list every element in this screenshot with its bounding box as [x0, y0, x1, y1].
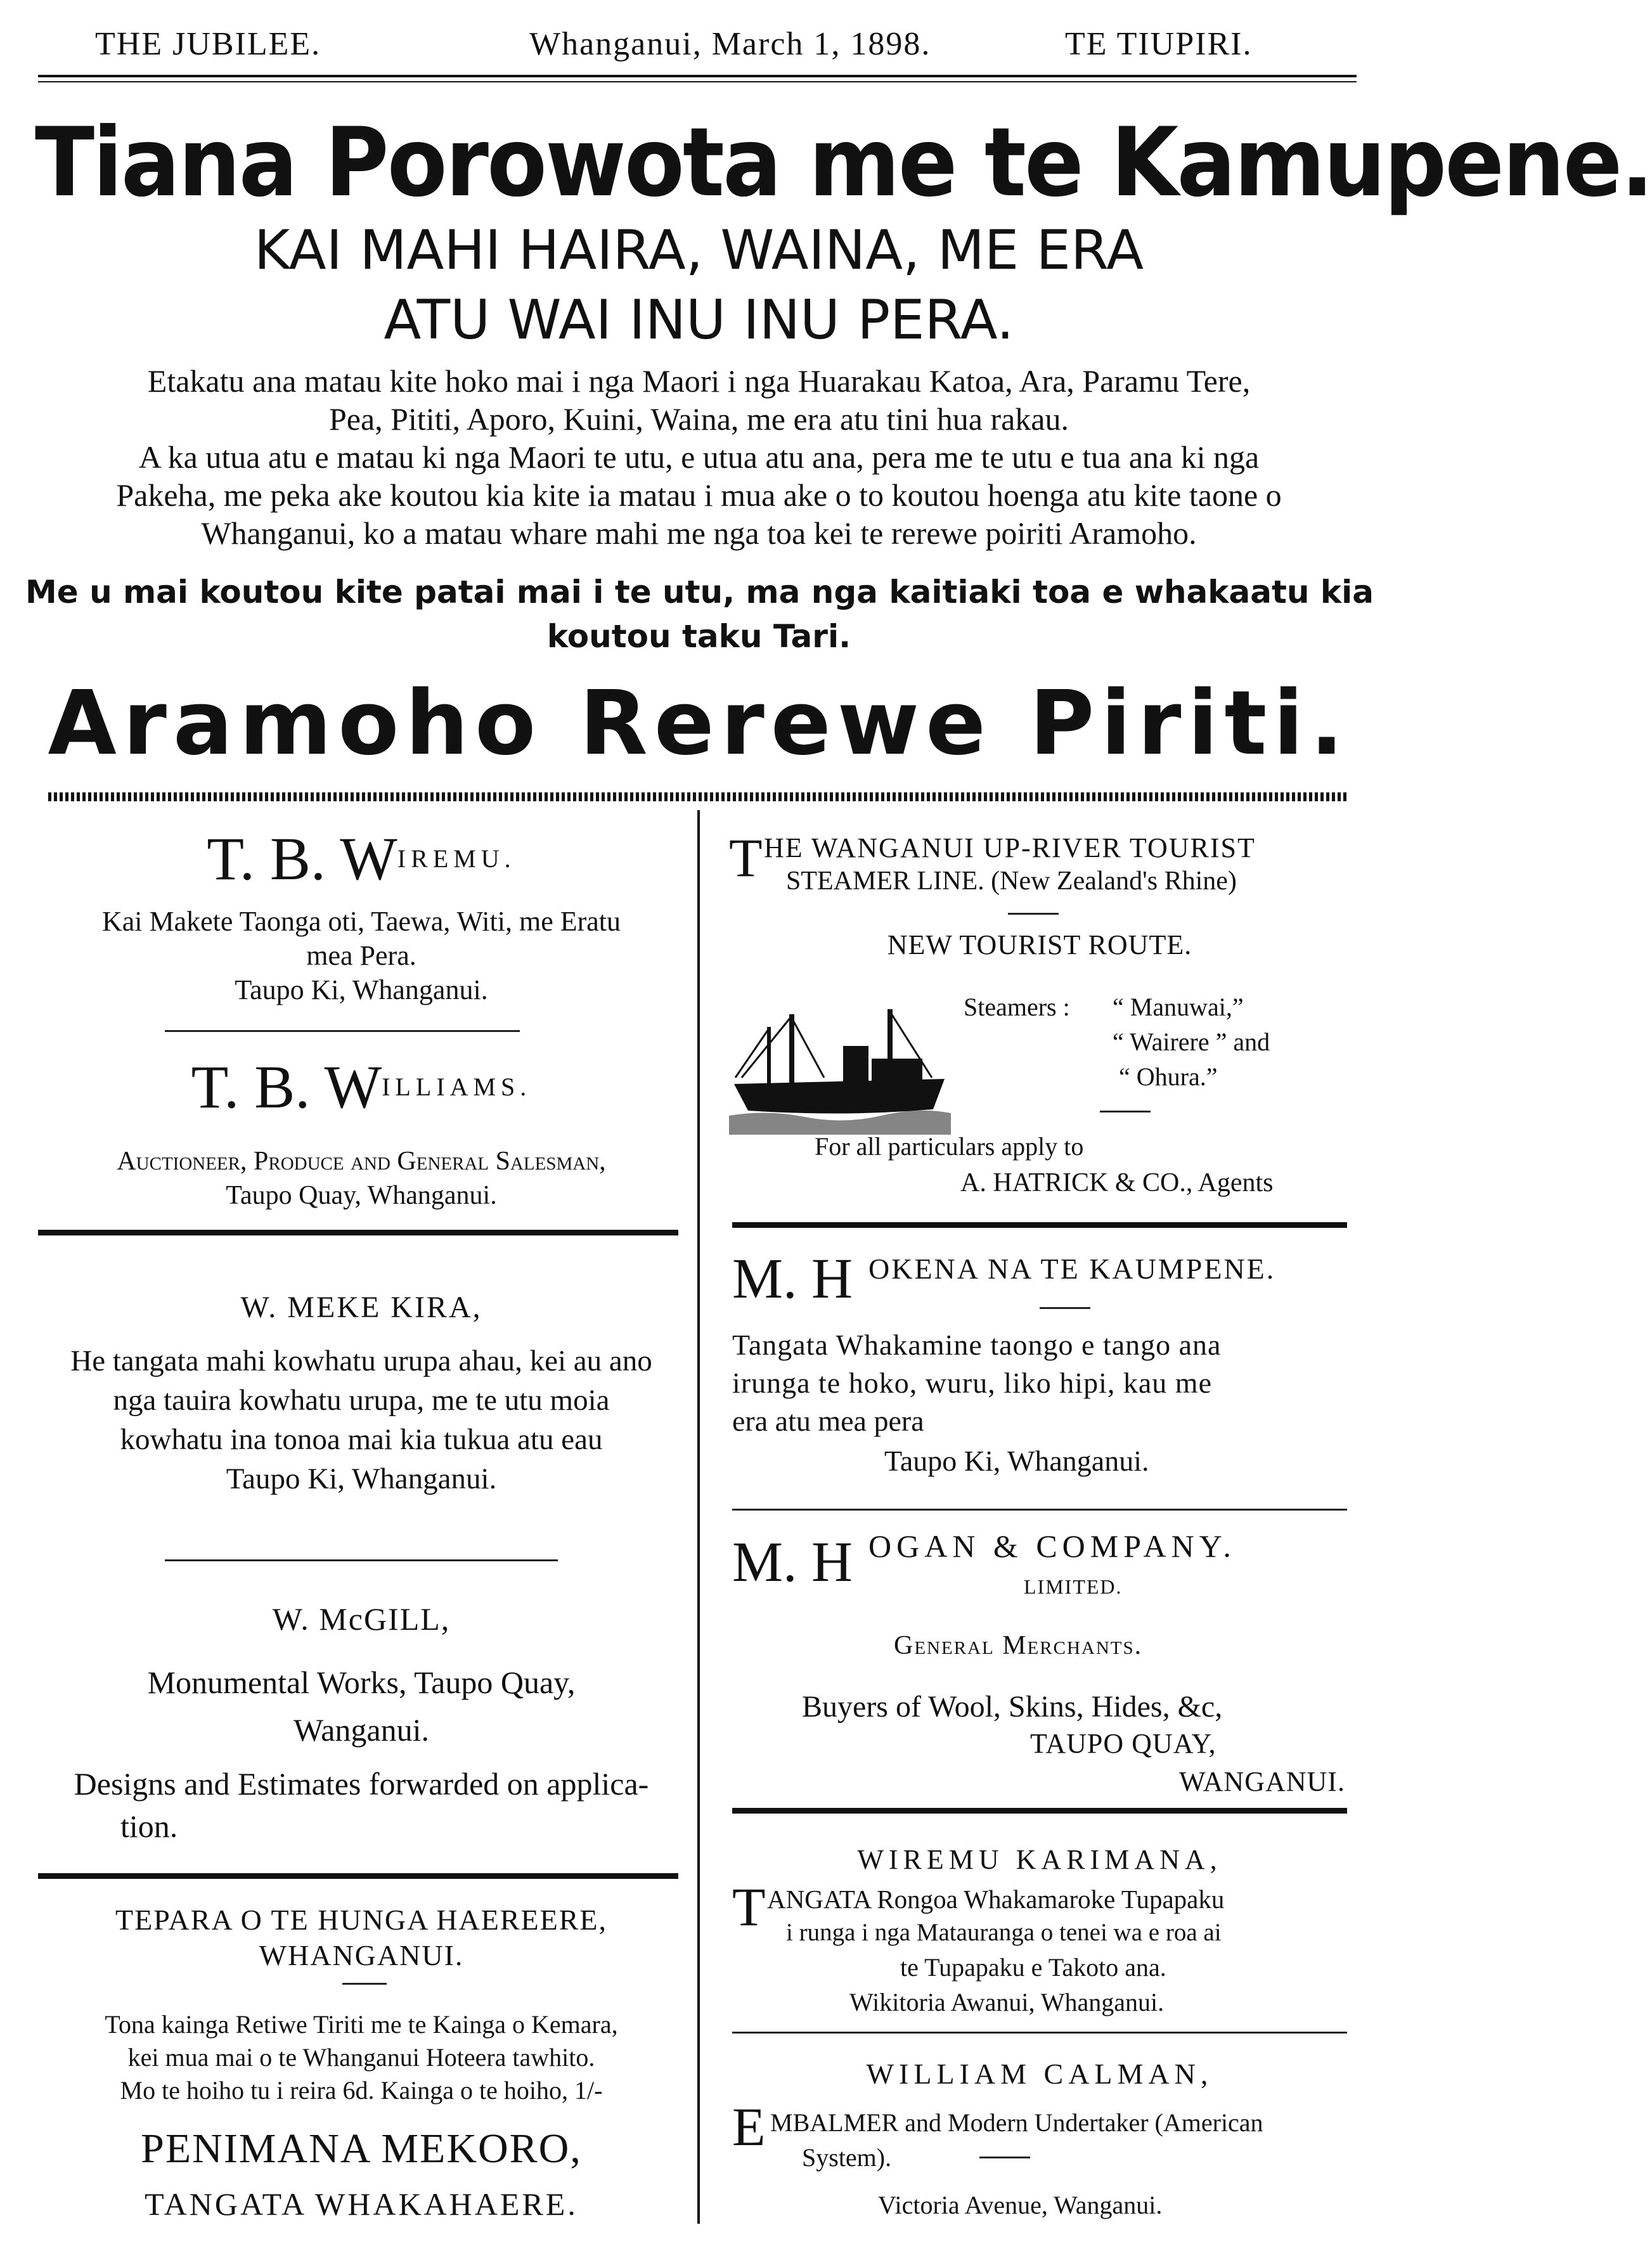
ad-hogan-limited: LIMITED.	[1024, 1575, 1123, 1598]
ad-line: Designs and Estimates forwarded on applica-	[74, 1766, 649, 1802]
ad-name: OGAN & COMPANY.	[868, 1528, 1236, 1564]
masthead-date: Whanganui, March 1, 1898.	[529, 26, 931, 62]
ad-tepara-heading: TEPARA O TE HUNGA HAEREERE,	[115, 1904, 607, 1936]
ad-separator-short	[1008, 913, 1059, 915]
ad-tepara-proprietor: PENIMANA MEKORO,	[141, 2125, 582, 2172]
masthead-rule-thin	[38, 81, 1357, 82]
ad-name: OKENA NA TE KAUMPENE.	[868, 1253, 1276, 1285]
steamer-ship-icon	[729, 1002, 951, 1135]
lead-ad-body-line: Whanganui, ko a matau whare mahi me nga toa kei te rerewe poiriti Aramoho.	[201, 515, 1197, 551]
masthead-right: TE TIUPIRI.	[1065, 26, 1253, 62]
lead-ad-bold-line: Me u mai koutou kite patai mai i te utu, ma nga kaitiaki toa e whakaatu kia	[25, 574, 1374, 610]
ad-line: Auctioneer, Produce and General Salesman,	[117, 1147, 606, 1176]
ad-steamer-name: “ Wairere ” and	[1113, 1028, 1270, 1056]
masthead-rule	[38, 75, 1357, 77]
ad-mcgill-name: W. McGILL,	[272, 1601, 451, 1637]
ad-line: Taupo Ki, Whanganui.	[226, 1462, 497, 1495]
ad-line: nga tauira kowhatu urupa, me te utu moia	[113, 1384, 610, 1417]
ad-line: kowhatu ina tonoa mai kia tukua atu eau	[120, 1423, 603, 1456]
ad-dropcap: T	[732, 1876, 766, 1937]
ad-calman-name: WILLIAM CALMAN,	[866, 2058, 1213, 2090]
ad-name: IREMU.	[397, 844, 516, 873]
ad-initials: M. H	[732, 1248, 853, 1310]
ad-separator	[732, 1509, 1347, 1511]
column-divider	[697, 810, 700, 2224]
ad-separator-heavy	[38, 1230, 678, 1235]
ad-line: kei mua mai o te Whanganui Hoteera tawhito.	[127, 2043, 595, 2072]
lead-ad-title: Tiana Porowota me te Kamupene.	[35, 108, 1652, 218]
ad-separator	[732, 2032, 1347, 2034]
ad-separator-short	[1100, 1111, 1151, 1112]
ad-line: Tangata Whakamine taongo e tango ana	[732, 1329, 1222, 1361]
ad-tepara-heading: WHANGANUI.	[259, 1939, 464, 1971]
ad-line: Wanganui.	[294, 1712, 429, 1748]
ad-tb-wiremu	[38, 824, 685, 894]
ad-line: mea Pera.	[306, 940, 416, 971]
ad-line: era atu mea pera	[732, 1405, 924, 1437]
ad-steamer-route: NEW TOURIST ROUTE.	[887, 929, 1192, 960]
lead-ad-body-line: Etakatu ana matau kite hoko mai i nga Maori i nga Huarakau Katoa, Ara, Paramu Tere,	[147, 363, 1251, 399]
ad-line: WANGANUI.	[1179, 1766, 1345, 1797]
ad-line: irunga te hoko, wuru, liko hipi, kau me	[732, 1367, 1212, 1399]
section-divider	[48, 792, 1348, 801]
ad-steamer-name: “ Ohura.”	[1119, 1062, 1218, 1091]
ad-meke-kira-name: W. MEKE KIRA,	[240, 1291, 482, 1324]
ad-steamer-name: “ Manuwai,”	[1113, 993, 1244, 1021]
ad-dropcap: E	[732, 2096, 766, 2157]
ad-line: tion.	[120, 1809, 178, 1844]
lead-ad-body-line: Pea, Pititi, Aporo, Kuini, Waina, me era atu tini hua rakau.	[328, 401, 1069, 437]
ad-line: Buyers of Wool, Skins, Hides, &c,	[802, 1690, 1223, 1724]
ad-initials: T. B. W	[191, 1053, 382, 1121]
ad-separator-short	[1040, 1307, 1090, 1309]
ad-tb-williams	[38, 1052, 685, 1122]
lead-ad-body-line: Pakeha, me peka ake koutou kia kite ia matau i mua ake o to koutou hoenga atu kite taone o	[116, 477, 1282, 513]
ad-line: Taupo Quay, Whanganui.	[226, 1181, 497, 1210]
masthead-left: THE JUBILEE.	[95, 26, 321, 62]
lead-ad-footer: Aramoho Rerewe Piriti.	[48, 672, 1350, 775]
ad-karimana-line: ANGATA Rongoa Whakamaroke Tupapaku	[767, 1885, 1225, 1914]
ad-line: Tona kainga Retiwe Tiriti me te Kainga o Kemara,	[105, 2010, 618, 2039]
ad-line: Kai Makete Taonga oti, Taewa, Witi, me Eratu	[101, 906, 621, 937]
lead-ad-subtitle-2: ATU WAI INU INU PERA.	[384, 288, 1014, 352]
ad-separator-heavy	[732, 1222, 1347, 1228]
ad-steamer-label: Steamers :	[964, 993, 1070, 1021]
ad-line: TAUPO QUAY,	[1030, 1728, 1216, 1759]
lead-ad-body-line: A ka utua atu e matau ki nga Maori te utu, e utua atu ana, pera me te utu e tua ana ki nga	[138, 439, 1260, 475]
ad-line: Mo te hoiho tu i reira 6d. Kainga o te hoiho, 1/-	[120, 2076, 603, 2105]
ad-karimana-line: te Tupapaku e Takoto ana.	[900, 1953, 1166, 1982]
lead-ad-bold-line: koutou taku Tari.	[546, 618, 851, 655]
ad-calman-line: System).	[802, 2143, 892, 2172]
ad-steamer-line: HE WANGANUI UP-RIVER TOURIST	[764, 832, 1256, 863]
ad-separator-short	[979, 2157, 1030, 2158]
ad-steamer-particulars: For all particulars apply to	[815, 1132, 1084, 1161]
ad-line: Monumental Works, Taupo Quay,	[147, 1665, 576, 1700]
ad-steamer-agents: A. HATRICK & CO., Agents	[960, 1168, 1274, 1197]
ad-line: Taupo Ki, Whanganui.	[235, 974, 488, 1005]
ad-name: ILLIAMS.	[382, 1073, 532, 1101]
ad-karimana-line: i runga i nga Matauranga o tenei wa e roa ai	[786, 1919, 1222, 1946]
ad-calman-line: MBALMER and Modern Undertaker (American	[770, 2108, 1263, 2137]
ad-karimana-name: WIREMU KARIMANA,	[857, 1844, 1222, 1875]
ad-dropcap: T	[729, 827, 763, 888]
ad-separator-heavy	[732, 1808, 1347, 1814]
ad-steamer-line: STEAMER LINE. (New Zealand's Rhine)	[786, 867, 1237, 896]
ad-karimana-address: Wikitoria Awanui, Whanganui.	[849, 1988, 1165, 2016]
ad-separator-heavy	[38, 1873, 678, 1879]
lead-ad-subtitle-1: KAI MAHI HAIRA, WAINA, ME ERA	[254, 219, 1144, 282]
ad-line: Taupo Ki, Whanganui.	[884, 1445, 1149, 1477]
ad-separator-short	[342, 1983, 387, 1985]
ad-line: He tangata mahi kowhatu urupa ahau, kei au ano	[70, 1344, 652, 1377]
ad-separator	[165, 1559, 558, 1561]
ad-hogan-kind: General Merchants.	[894, 1631, 1143, 1660]
ad-initials: M. H	[732, 1531, 853, 1594]
ad-calman-address: Victoria Avenue, Wanganui.	[878, 2191, 1163, 2219]
ad-separator	[165, 1030, 520, 1032]
ad-tepara-role: TANGATA WHAKAHAERE.	[145, 2186, 578, 2222]
ad-initials: T. B. W	[207, 825, 397, 893]
